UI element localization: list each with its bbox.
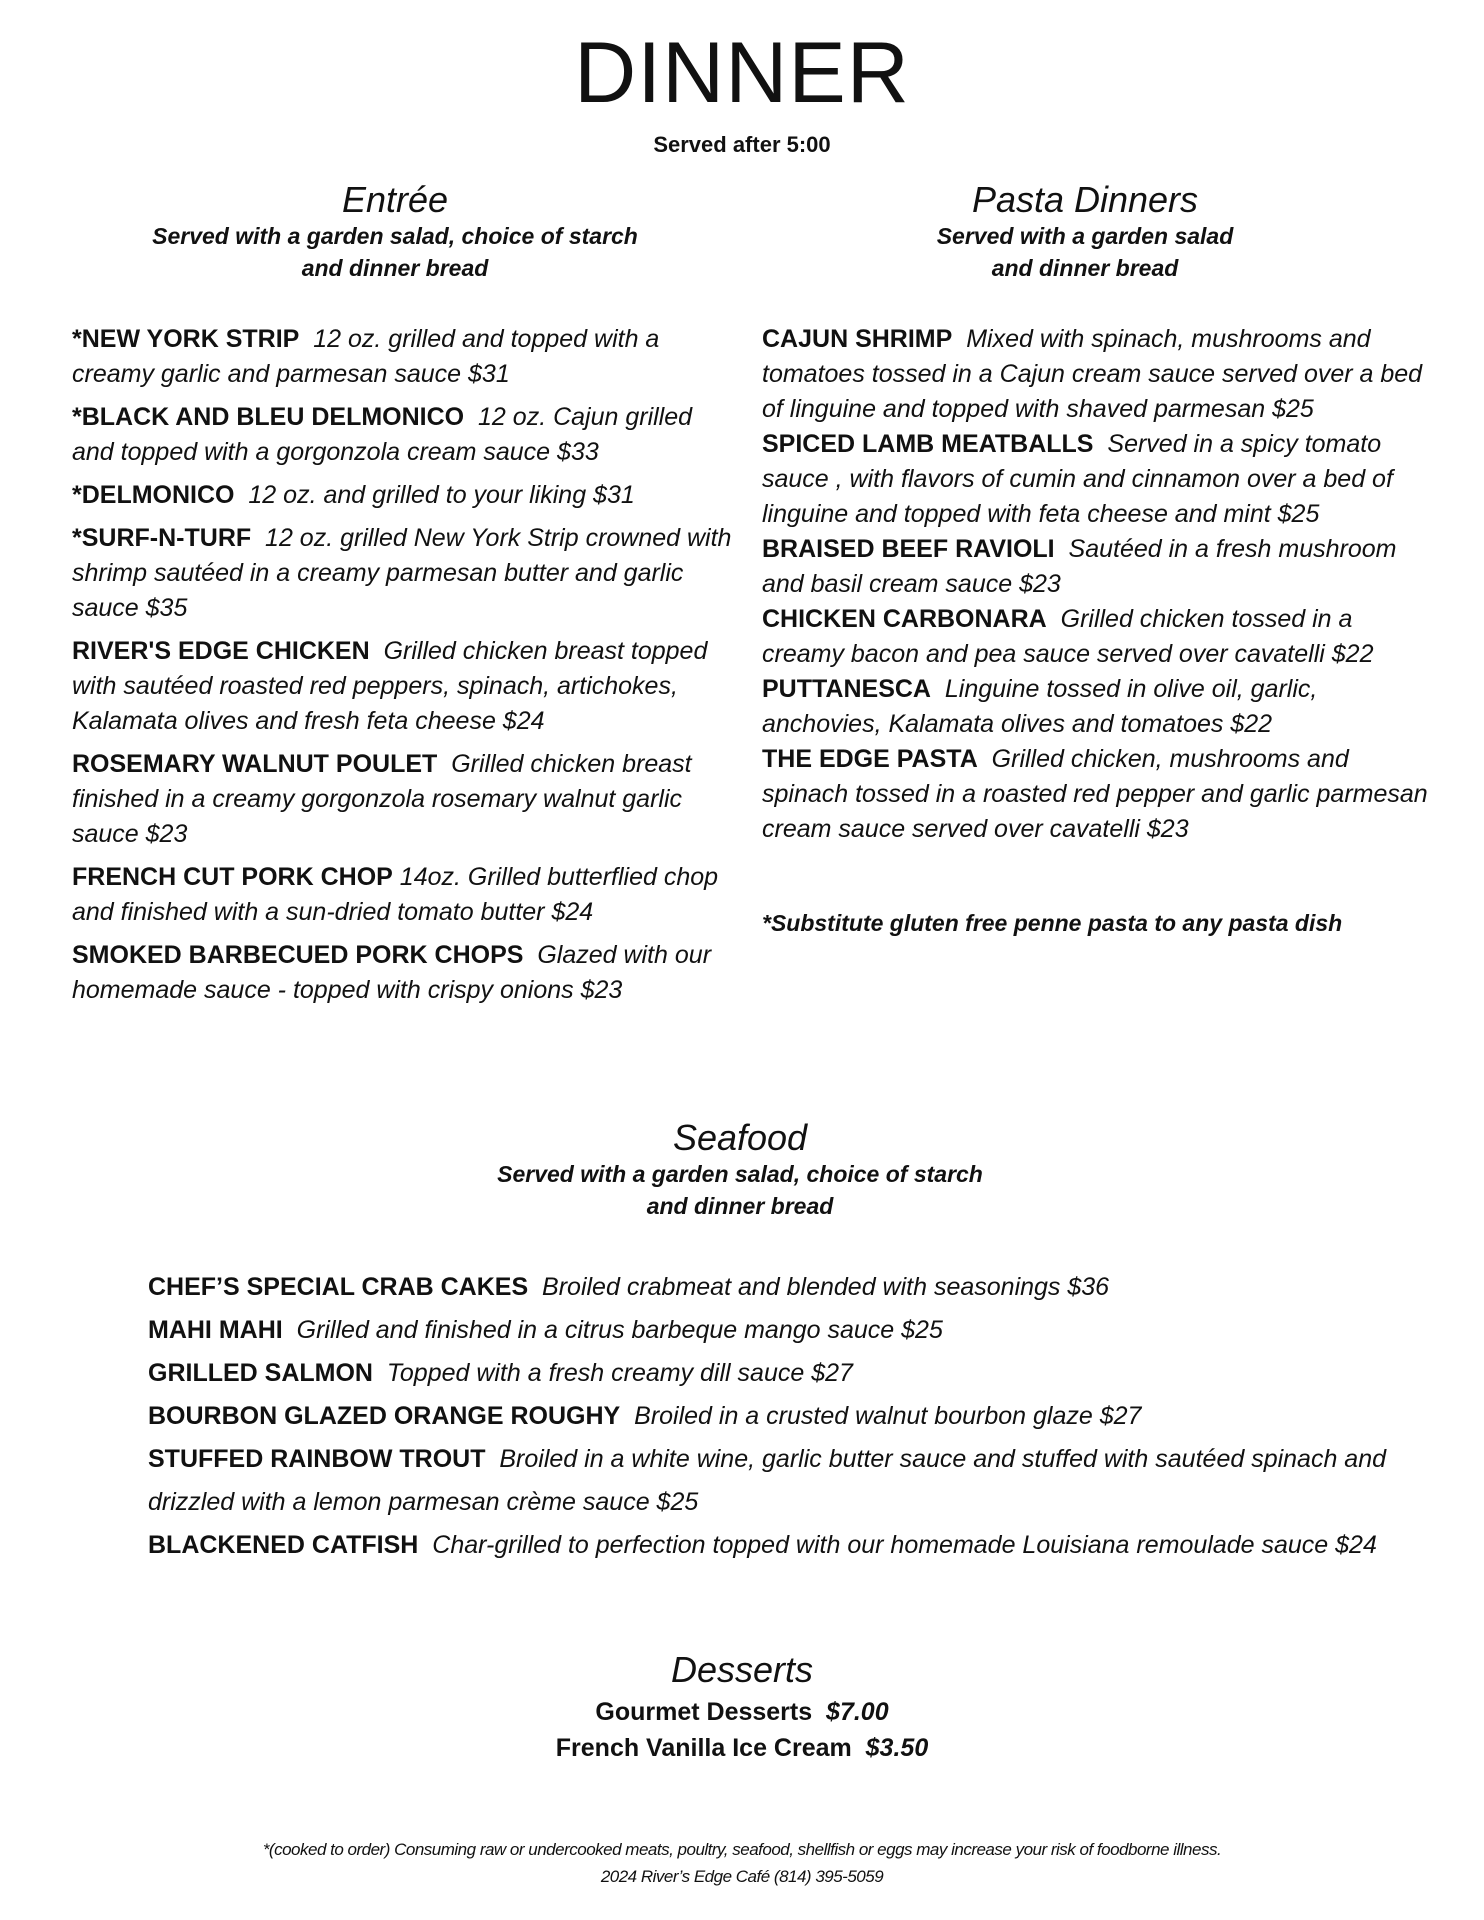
item-description: 12 oz. and grilled to your liking $31	[248, 481, 635, 509]
entree-list	[72, 322, 732, 1016]
pasta-subheading-line1: Served with a garden salad	[936, 222, 1234, 249]
item-name: CHEF’S SPECIAL CRAB CAKES	[148, 1273, 529, 1301]
menu-item	[148, 1266, 1478, 1309]
item-name: SMOKED BARBECUED PORK CHOPS	[72, 941, 524, 969]
item-name: FRENCH CUT PORK CHOP	[72, 863, 393, 891]
menu-item	[72, 747, 732, 852]
copyright-contact: 2024 River’s Edge Café (814) 395-5059	[600, 1867, 884, 1886]
item-name: CAJUN SHRIMP	[762, 325, 953, 353]
menu-item	[72, 521, 732, 626]
item-description: Char-grilled to perfection topped with our homemade Louisiana remoulade sauce $24	[432, 1531, 1377, 1559]
pasta-header	[770, 180, 1400, 284]
desserts-section	[540, 1650, 944, 1766]
item-name: GRILLED SALMON	[148, 1359, 373, 1387]
item-description: Linguine tossed in olive oil, garlic, anchovies, Kalamata olives and tomatoes $22	[762, 675, 1318, 738]
dessert-price: $3.50	[865, 1733, 929, 1762]
menu-item	[148, 1352, 1478, 1395]
item-description: 12 oz. grilled New York Strip crowned with shrimp sautéed in a creamy parmesan butter and garlic sauce $35	[72, 524, 732, 622]
seafood-heading: Seafood	[672, 1117, 808, 1158]
gluten-free-note: *Substitute gluten free penne pasta to any pasta dish	[762, 910, 1343, 936]
menu-item	[72, 400, 732, 470]
entree-subheading-line1: Served with a garden salad, choice of starch	[152, 222, 638, 249]
pasta-heading: Pasta Dinners	[971, 179, 1199, 220]
item-description: Broiled in a white wine, garlic butter sauce and stuffed with sautéed spinach and drizzled with a lemon parmesan crème sauce $25	[148, 1445, 1387, 1516]
item-description: Mixed with spinach, mushrooms and tomatoes tossed in a Cajun cream sauce served over a bed of linguine and topped with shaved parmesan $25	[762, 325, 1423, 423]
item-description: Grilled chicken breast finished in a creamy gorgonzola rosemary walnut garlic sauce $23	[72, 750, 692, 848]
seafood-subheading-line1: Served with a garden salad, choice of starch	[497, 1160, 983, 1187]
item-description: 12 oz. grilled and topped with a creamy garlic and parmesan sauce $31	[72, 325, 660, 388]
item-name: *DELMONICO	[72, 481, 235, 509]
menu-item	[762, 532, 1432, 602]
menu-item	[72, 938, 732, 1008]
item-name: BLACKENED CATFISH	[148, 1531, 419, 1559]
menu-item	[72, 322, 732, 392]
pasta-subheading-line2: and dinner bread	[991, 254, 1179, 281]
menu-item	[72, 860, 732, 930]
item-description: Grilled chicken, mushrooms and spinach tossed in a roasted red pepper and garlic parmesan cream sauce served over cavatelli $23	[762, 745, 1428, 843]
item-description: Topped with a fresh creamy dill sauce $27	[386, 1359, 853, 1387]
item-name: STUFFED RAINBOW TROUT	[148, 1445, 486, 1473]
item-description: 14oz. Grilled butterflied chop and finished with a sun-dried tomato butter $24	[72, 863, 719, 926]
item-name: THE EDGE PASTA	[762, 745, 978, 773]
item-name: BOURBON GLAZED ORANGE ROUGHY	[148, 1402, 621, 1430]
seafood-list	[148, 1266, 1478, 1567]
menu-item	[148, 1438, 1478, 1524]
menu-title: DINNER	[574, 25, 910, 121]
item-description: 12 oz. Cajun grilled and topped with a gorgonzola cream sauce $33	[72, 403, 693, 466]
menu-item	[148, 1309, 1478, 1352]
menu-item	[762, 602, 1432, 672]
menu-item	[148, 1524, 1478, 1567]
dessert-name: Gourmet Desserts	[595, 1697, 813, 1726]
dessert-name: French Vanilla Ice Cream	[555, 1733, 852, 1762]
item-description: Broiled in a crusted walnut bourbon glaze $27	[634, 1402, 1142, 1430]
menu-item	[762, 427, 1432, 532]
item-name: ROSEMARY WALNUT POULET	[72, 750, 438, 778]
seafood-subheading-line2: and dinner bread	[646, 1192, 834, 1219]
dessert-price: $7.00	[826, 1697, 889, 1726]
item-description: Grilled chicken tossed in a creamy bacon and pea sauce served over cavatelli $22	[762, 605, 1374, 668]
item-name: SPICED LAMB MEATBALLS	[762, 430, 1094, 458]
item-description: Served in a spicy tomato sauce , with flavors of cumin and cinnamon over a bed of linguine and topped with feta cheese and mint $25	[762, 430, 1393, 528]
item-name: *BLACK AND BLEU DELMONICO	[72, 403, 465, 431]
entree-header	[90, 180, 700, 284]
desserts-heading: Desserts	[670, 1649, 814, 1690]
item-name: *SURF-N-TURF	[72, 524, 252, 552]
item-description: Sautéed in a fresh mushroom and basil cream sauce $23	[762, 535, 1397, 598]
item-name: MAHI MAHI	[148, 1316, 283, 1344]
menu-item	[762, 322, 1432, 427]
pasta-list	[762, 322, 1432, 847]
dessert-item	[540, 1730, 944, 1766]
item-name: CHICKEN CARBONARA	[762, 605, 1047, 633]
entree-heading: Entrée	[341, 179, 449, 220]
menu-item	[762, 742, 1432, 847]
item-description: Grilled chicken breast topped with sautéed roasted red peppers, spinach, artichokes, Kalamata olives and fresh feta cheese $24	[72, 637, 708, 735]
menu-subtitle: Served after 5:00	[653, 132, 831, 157]
item-name: *NEW YORK STRIP	[72, 325, 300, 353]
menu-item	[762, 672, 1432, 742]
menu-item	[72, 478, 732, 513]
item-name: RIVER'S EDGE CHICKEN	[72, 637, 370, 665]
menu-item	[72, 634, 732, 739]
entree-subheading-line2: and dinner bread	[301, 254, 489, 281]
item-name: PUTTANESCA	[762, 675, 931, 703]
health-disclaimer: *(cooked to order) Consuming raw or undercooked meats, poultry, seafood, shellfish or eggs may increase your risk of foodborne illness.	[262, 1840, 1222, 1859]
item-description: Grilled and finished in a citrus barbeque mango sauce $25	[296, 1316, 943, 1344]
menu-item	[148, 1395, 1478, 1438]
item-description: Broiled crabmeat and blended with seasonings $36	[542, 1273, 1110, 1301]
footer	[0, 1836, 1484, 1890]
item-name: BRAISED BEEF RAVIOLI	[762, 535, 1055, 563]
dessert-item	[540, 1694, 944, 1730]
seafood-header	[440, 1118, 1040, 1222]
item-description: Glazed with our homemade sauce - topped with crispy onions $23	[72, 941, 712, 1004]
